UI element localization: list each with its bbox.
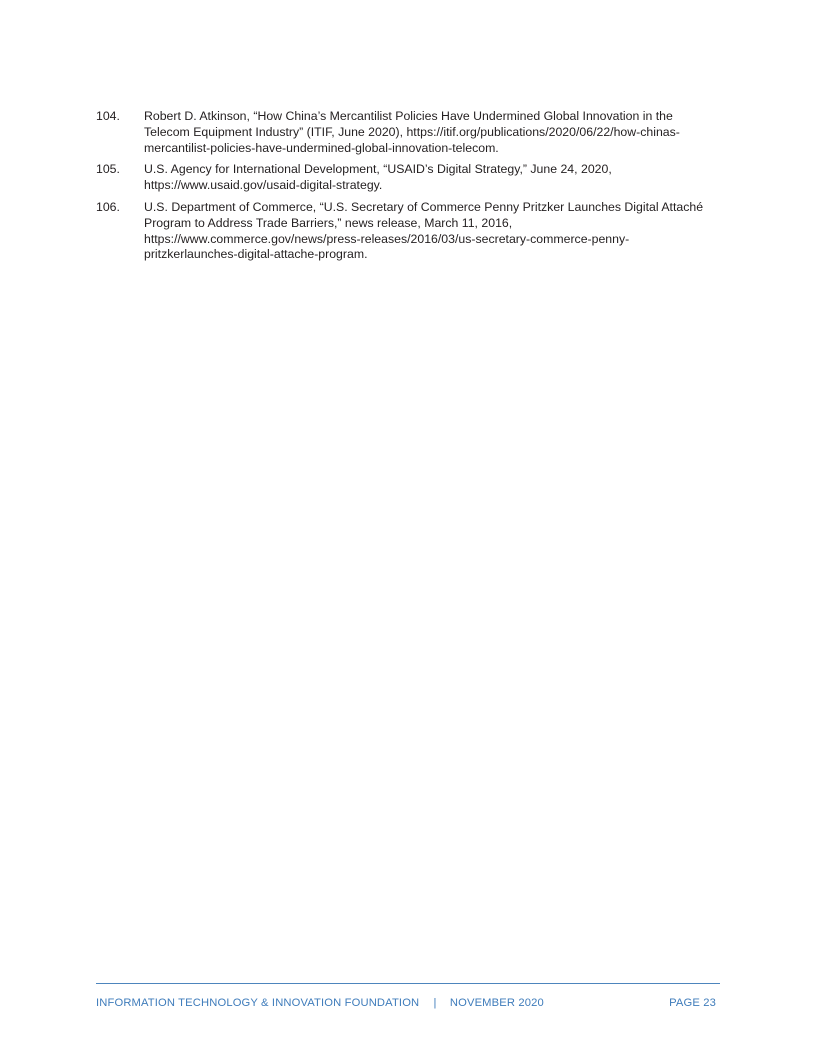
endnote-number: 104.	[96, 109, 120, 123]
endnote-text: U.S. Department of Commerce, “U.S. Secretary of Commerce Penny Pritzker Launches Digital Attaché Program to Address Trade Barriers,” news release, March 11, 2016, https://www.commerce.gov/news/press-releases/2016/03/us-secretary-commerce-penny-pritzkerlaunches-digital-attache-program.	[144, 199, 704, 262]
footer-divider	[96, 983, 720, 984]
footer-left	[96, 995, 544, 1011]
footer-separator: |	[433, 997, 437, 1009]
page-footer	[96, 995, 720, 1011]
footer-date: NOVEMBER 2020	[449, 997, 544, 1009]
endnotes-list	[96, 109, 721, 269]
footer-organization: INFORMATION TECHNOLOGY & INNOVATION FOUNDATION	[96, 997, 420, 1009]
endnote-number: 105.	[96, 162, 120, 177]
endnote-number: 106.	[96, 199, 120, 214]
page-number: PAGE 23	[669, 997, 716, 1009]
endnote-104	[96, 109, 721, 156]
endnote-105	[96, 162, 721, 194]
endnote-text: Robert D. Atkinson, “How China’s Mercantilist Policies Have Undermined Global Innovation in the Telecom Equipment Industry” (ITIF, June 2020), https://itif.org/publications/2020/06/22/how-chinas-mercantilist-policies-have-undermined-global-innovation-telecom.	[144, 109, 680, 155]
endnote-text: U.S. Agency for International Development, “USAID’s Digital Strategy,” June 24, 2020, https://www.usaid.gov/usaid-digital-strategy.	[144, 162, 612, 193]
endnote-106	[96, 200, 721, 263]
